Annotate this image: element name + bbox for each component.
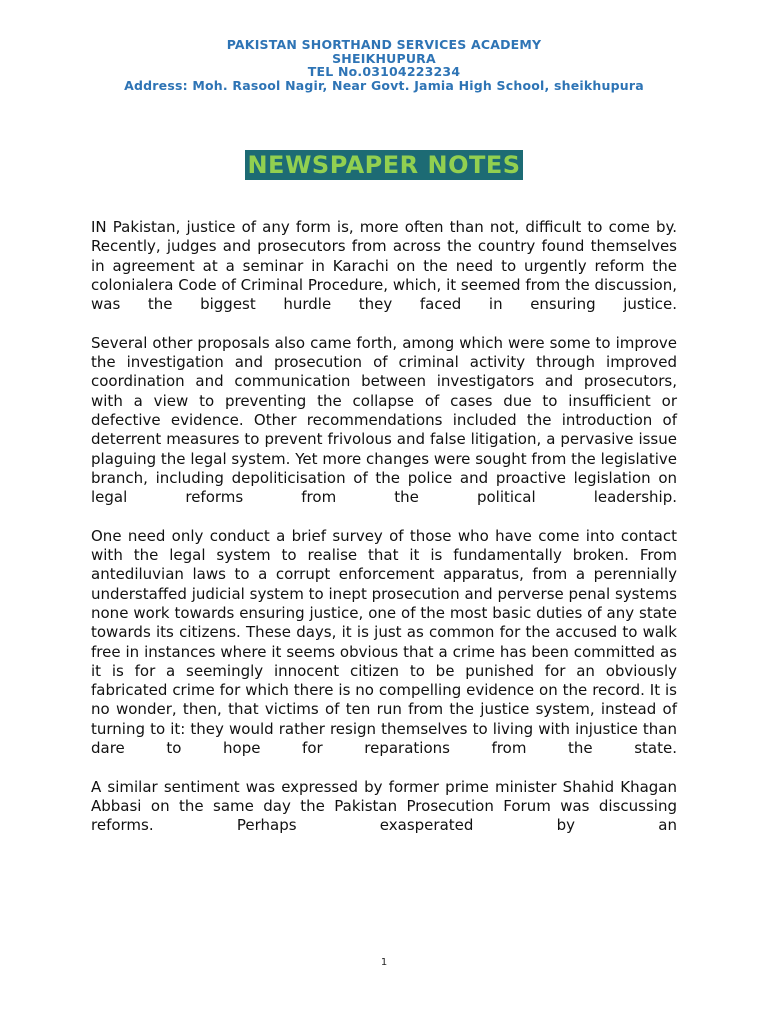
- page-number: 1: [380, 957, 388, 968]
- academy-header: [0, 38, 768, 92]
- page-title: NEWSPAPER NOTES: [247, 151, 521, 179]
- academy-address: Address: Moh. Rasool Nagir, Near Govt. Jamia High School, sheikhupura: [124, 77, 644, 93]
- paragraph-1: IN Pakistan, justice of any form is, more often than not, difficult to come by. Recently, judges and prosecutors from across the country found themselves in agreement at a seminar in Karachi on the need to urgently reform the colonialera Code of Criminal Procedure, which, it seemed from the discussion, was the biggest hurdle they faced in ensuring justice.: [91, 218, 677, 314]
- article-body: [91, 218, 677, 836]
- paragraph-3: One need only conduct a brief survey of those who have come into contact with the legal system to realise that it is fundamentally broken. From antediluvian laws to a corrupt enforcement apparatus, from a perennially understaffed judicial system to inept prosecution and perverse penal systems none work towards ensuring justice, one of the most basic duties of any state towards its citizens. These days, it is just as common for the accused to walk free in instances where it seems obvious that a crime has been committed as it is for a seemingly innocent citizen to be punished for an obviously fabricated crime for which there is no compelling evidence on the record. It is no wonder, then, that victims of ten run from the justice system, instead of turning to it: they would rather resign themselves to living with injustice than dare to hope for reparations from the state.: [91, 526, 677, 758]
- title-container: [0, 150, 768, 180]
- paragraph-4: A similar sentiment was expressed by former prime minister Shahid Khagan Abbasi on the same day the Pakistan Prosecution Forum was discussing reforms. Perhaps exasperated by an: [91, 777, 677, 835]
- academy-phone: TEL No.03104223234: [307, 64, 461, 79]
- academy-name: PAKISTAN SHORTHAND SERVICES ACADEMY: [226, 37, 542, 52]
- academy-city: SHEIKHUPURA: [332, 50, 436, 66]
- paragraph-2: Several other proposals also came forth, among which were some to improve the investigation and prosecution of criminal activity through improved coordination and communication between investigators and prosecutors, with a view to preventing the collapse of cases due to insufficient or defective evidence. Other recommendations included the introduction of deterrent measures to prevent frivolous and false litigation, a pervasive issue plaguing the legal system. Yet more changes were sought from the legislative branch, including depoliticisation of the police and proactive legislation on legal reforms from the political leadership.: [91, 333, 677, 507]
